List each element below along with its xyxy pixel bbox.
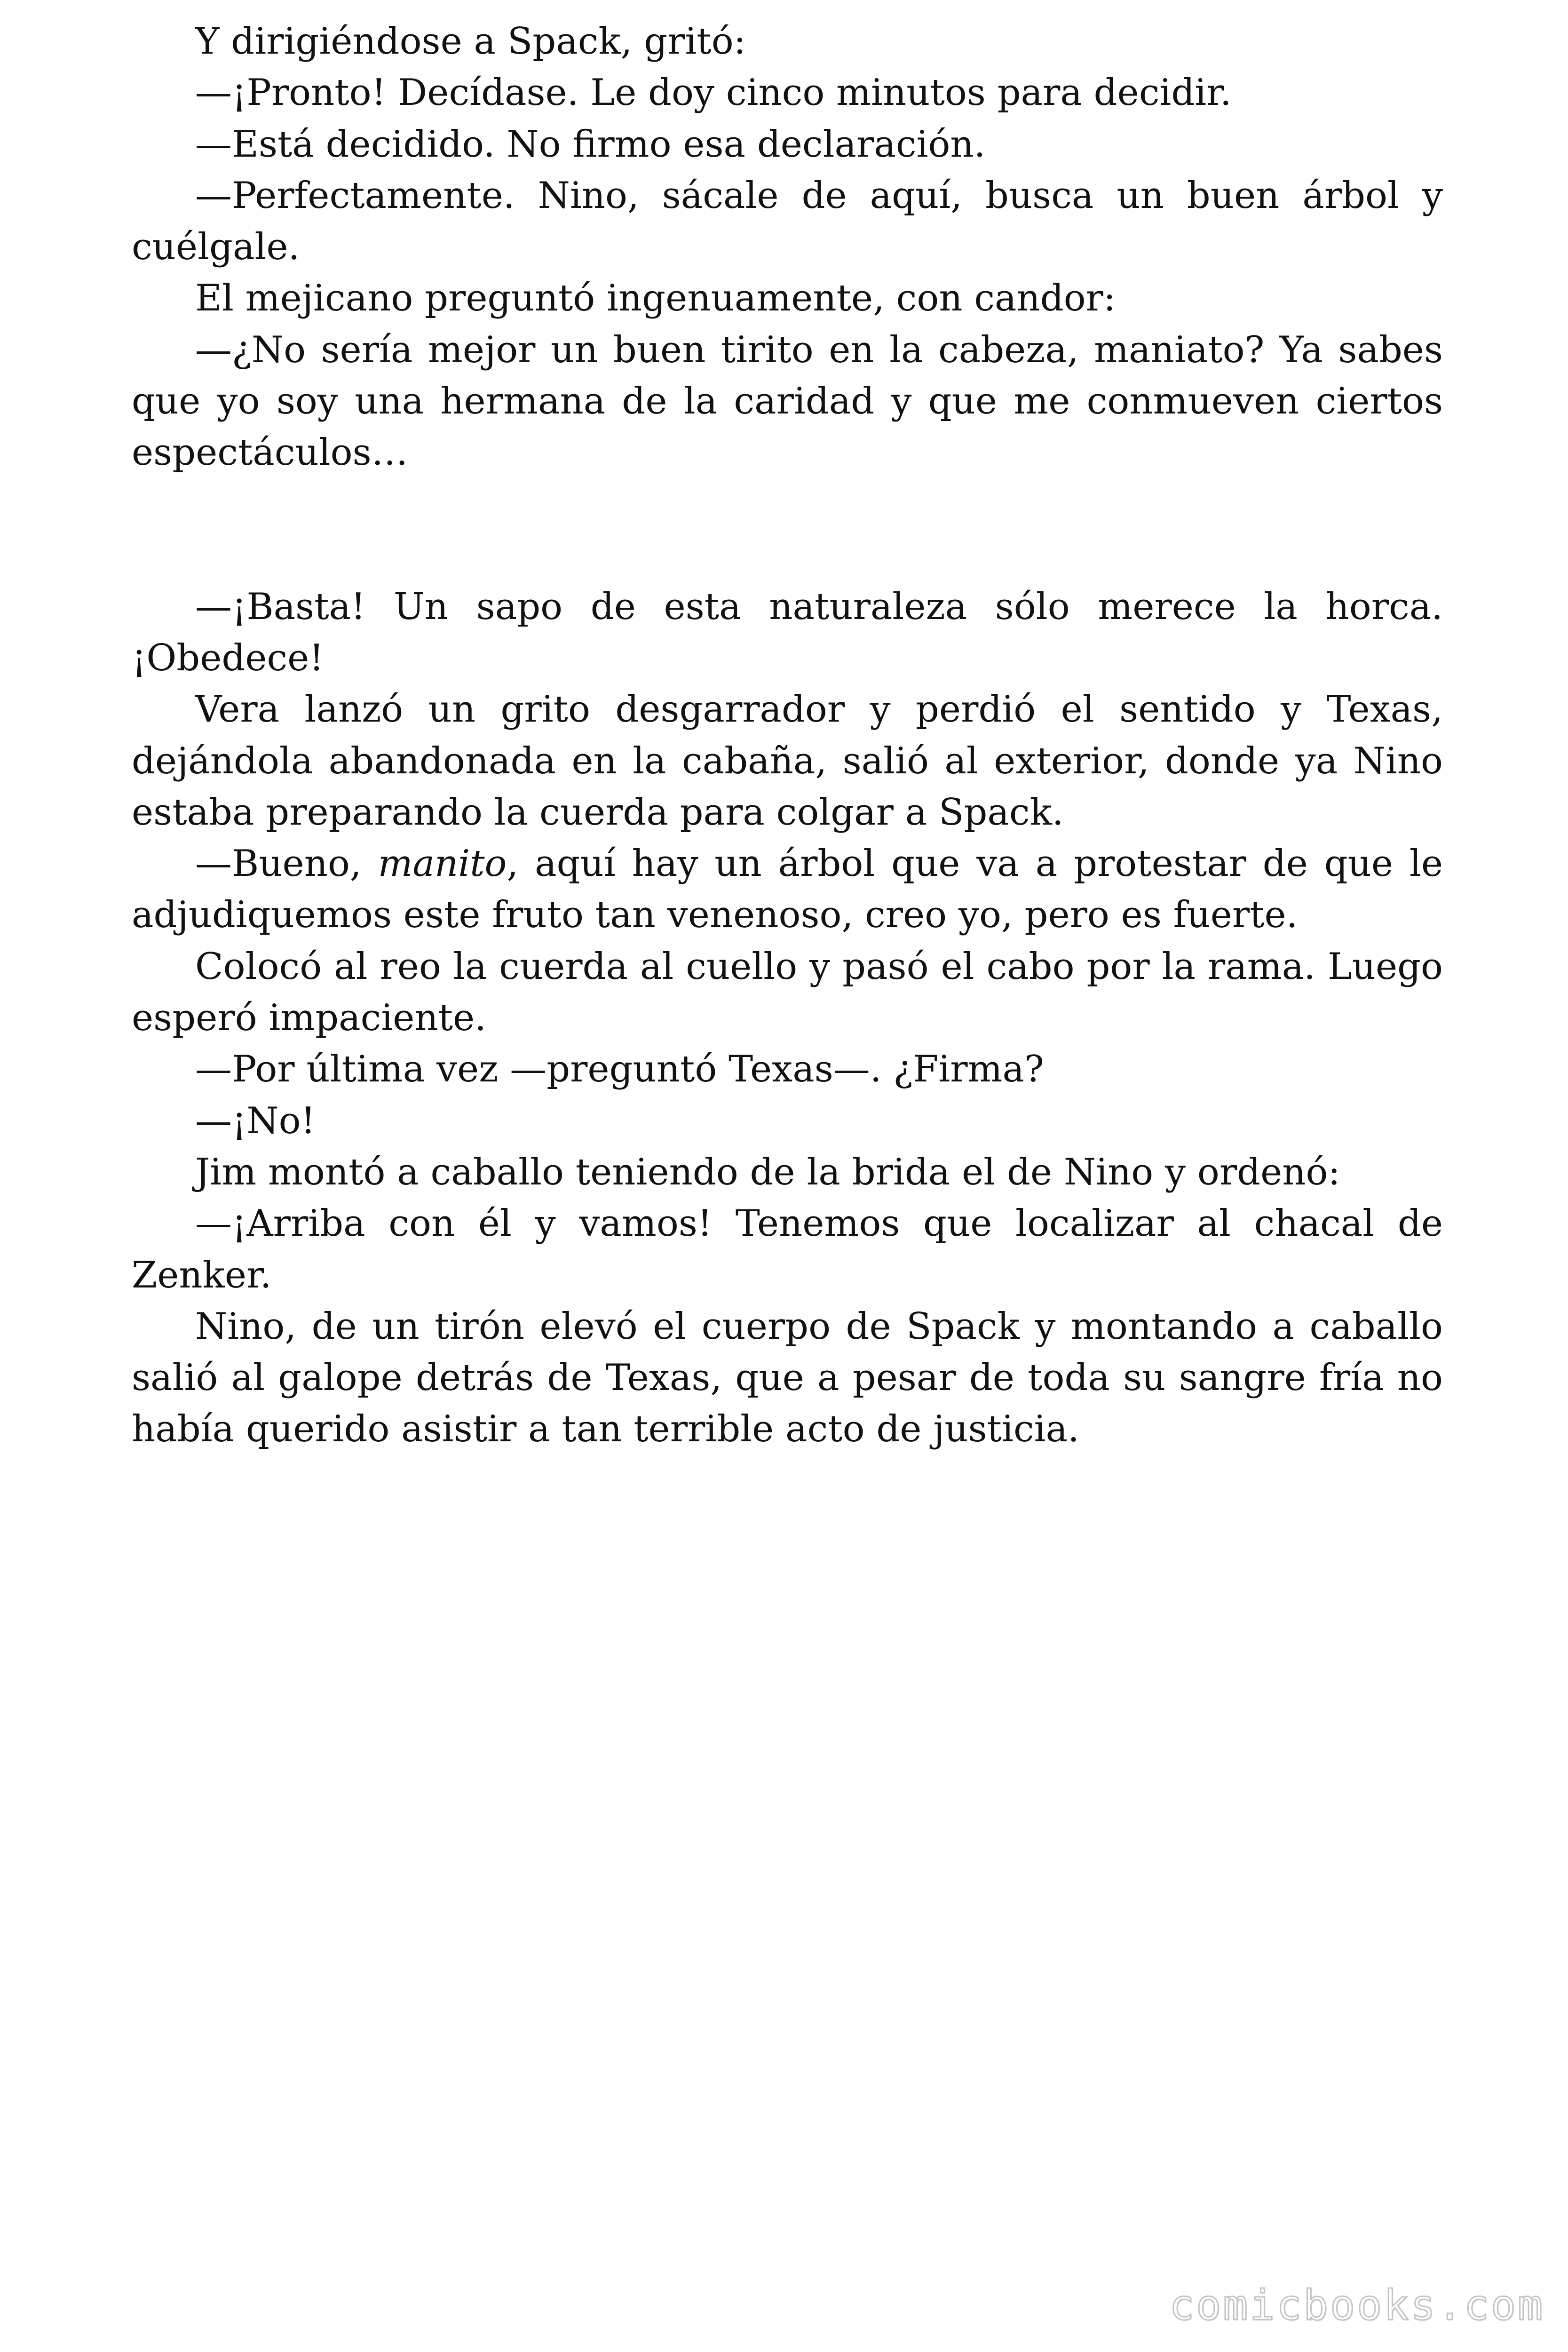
paragraph: Nino, de un tirón elevó el cuerpo de Spack y montando a caballo salió al galope detrás de Texas, que a pesar de toda su sangre fría no había querido asistir a tan terrible acto de justicia.	[132, 1305, 1443, 1451]
paragraph: —Por última vez —preguntó Texas—. ¿Firma?	[195, 1048, 1044, 1091]
paragraph: Y dirigiéndose a Spack, gritó:	[195, 20, 746, 63]
paragraph: —¡Arriba con él y vamos! Tenemos que localizar al chacal de Zenker.	[132, 1202, 1443, 1296]
paragraph: —¿No sería mejor un buen tirito en la cabeza, maniato? Ya sabes que yo soy una hermana de la caridad y que me conmueven ciertos espectáculos…	[132, 328, 1443, 474]
italic-word: manito	[378, 842, 507, 885]
text-run: , aquí hay un árbol que va a protestar de que le adjudiquemos este fruto tan venenoso, creo yo, pero es fuerte.	[132, 842, 1443, 937]
paragraph: —¡Basta! Un sapo de esta naturaleza sólo merece la horca. ¡Obedece!	[132, 585, 1443, 679]
section-break	[132, 479, 1443, 581]
body-text	[132, 16, 1443, 1455]
paragraph: Jim montó a caballo teniendo de la brida el de Nino y ordenó:	[195, 1151, 1340, 1193]
paragraph: El mejicano preguntó ingenuamente, con candor:	[195, 277, 1116, 320]
paragraph: Colocó al reo la cuerda al cuello y pasó el cabo por la rama. Luego esperó impaciente.	[132, 945, 1443, 1040]
paragraph-with-italic	[132, 838, 1443, 941]
paragraph: —¡No!	[195, 1099, 316, 1142]
paragraph: —¡Pronto! Decídase. Le doy cinco minutos para decidir.	[195, 72, 1232, 114]
paragraph: —Perfectamente. Nino, sácale de aquí, busca un buen árbol y cuélgale.	[132, 174, 1443, 269]
text-run: —Bueno,	[195, 842, 378, 885]
watermark: comicbooks.com	[1169, 2281, 1544, 2329]
paragraph: Vera lanzó un grito desgarrador y perdió el sentido y Texas, dejándola abandonada en la cabaña, salió al exterior, donde ya Nino estaba preparando la cuerda para colgar a Spack.	[132, 688, 1443, 834]
paragraph: —Está decidido. No firmo esa declaración.	[195, 123, 986, 166]
